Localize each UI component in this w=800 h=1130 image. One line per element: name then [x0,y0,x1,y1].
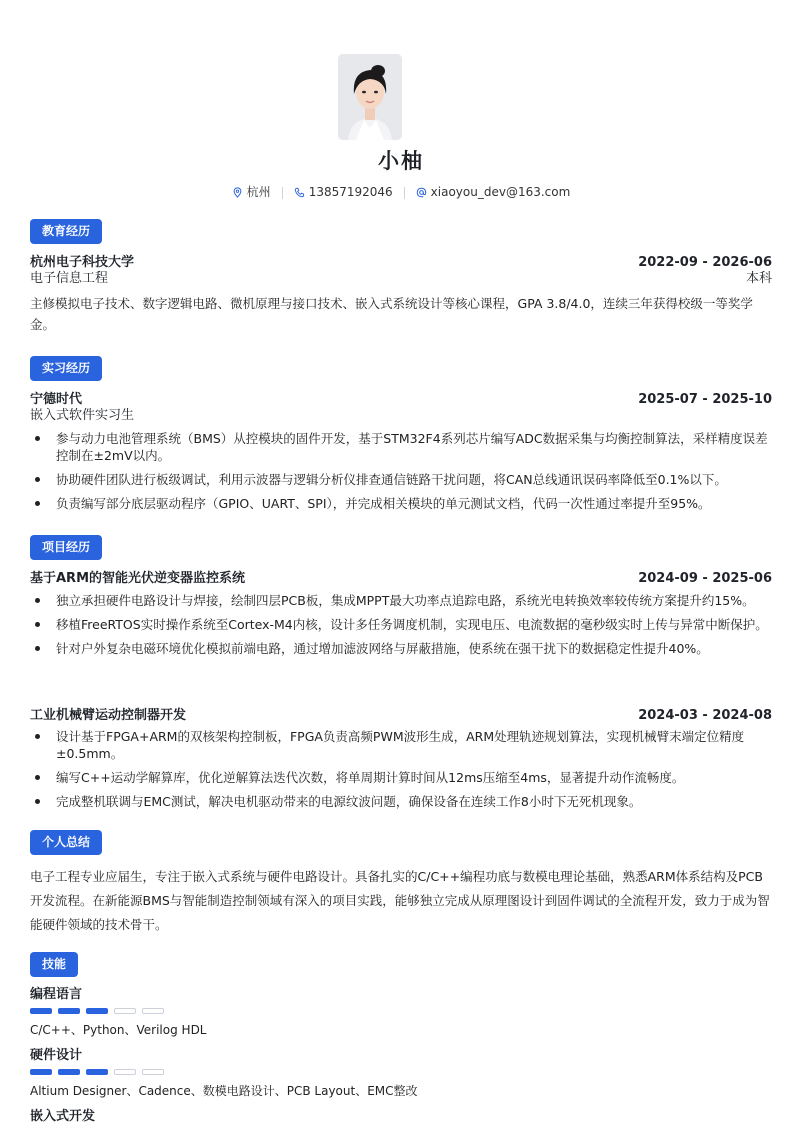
contact-email [416,183,571,201]
internship-role-row [30,407,772,425]
project-bullets-1 [30,592,772,664]
list-item: 独立承担硬件电路设计与焊接，绘制四层PCB板，集成MPPT最大功率点追踪电路，系统光电转换效率较传统方案提升约15%。 [30,592,772,609]
email-text: xiaoyou_dev@163.com [430,185,571,199]
phone-icon [294,187,305,198]
skill-bar-filled [86,1069,108,1075]
divider [404,187,405,199]
skill-bar-empty [142,1069,164,1075]
skill-description: Altium Designer、Cadence、数模电路设计、PCB Layout、EMC整改 [30,1084,418,1098]
education-description: 主修模拟电子技术、数字逻辑电路、微机原理与接口技术、嵌入式系统设计等核心课程，GPA 3.8/4.0，连续三年获得校级一等奖学金。 [30,296,753,332]
contact-city [232,183,271,201]
section-title-summary: 个人总结 [30,830,102,855]
project-bullets-2 [30,728,772,817]
project-row-1 [30,570,772,588]
list-item: 移植FreeRTOS实时操作系统至Cortex-M4内核，设计多任务调度机制，实现电压、电流数据的毫秒级实时上传与异常中断保护。 [30,616,772,633]
skill-description: C/C++、Python、Verilog HDL [30,1023,207,1037]
skill-name: 嵌入式开发 [30,1109,96,1124]
location-pin-icon [232,187,243,198]
company-name: 宁德时代 [30,392,83,407]
degree: 本科 [745,271,772,286]
skill-name: 编程语言 [30,987,83,1002]
list-item: 完成整机联调与EMC测试，解决电机驱动带来的电源纹波问题，确保设备在连续工作8小时下无死机现象。 [30,793,772,810]
city-text: 杭州 [246,185,271,199]
list-item: 设计基于FPGA+ARM的双核架构控制板，FPGA负责高频PWM波形生成，ARM处理轨迹规划算法，实现机械臂末端定位精度±0.5mm。 [30,728,772,762]
candidate-name: 小柚 [378,149,424,173]
skill-name: 硬件设计 [30,1048,83,1063]
project-name: 基于ARM的智能光伏逆变器监控系统 [30,571,246,586]
phone-text: 13857192046 [308,185,393,199]
skill-bar-empty [114,1008,136,1014]
list-item: 负责编写部分底层驱动程序（GPIO、UART、SPI），并完成相关模块的单元测试文档，代码一次性通过率提升至95%。 [30,495,772,512]
skill-bar-filled [30,1008,52,1014]
internship-role: 嵌入式软件实习生 [30,408,135,423]
contact-info [30,183,772,203]
profile-photo [338,54,402,140]
section-title-education: 教育经历 [30,219,102,244]
project-period: 2024-09 - 2025-06 [638,571,772,586]
list-item: 编写C++运动学解算库，优化逆解算法迭代次数，将单周期计算时间从12ms压缩至4ms，显著提升动作流畅度。 [30,769,772,786]
skill-bar-filled [30,1069,52,1075]
section-title-internship: 实习经历 [30,356,102,381]
list-item: 参与动力电池管理系统（BMS）从控模块的固件开发，基于STM32F4系列芯片编写ADC数据采集与均衡控制算法，采样精度误差控制在±2mV以内。 [30,430,772,464]
divider [282,187,283,199]
contact-phone [294,183,393,201]
section-title-skills: 技能 [30,952,78,977]
education-period: 2022-09 - 2026-06 [638,255,772,270]
skill-bar-empty [114,1069,136,1075]
email-at-icon [416,187,427,198]
skill-bar-filled [58,1069,80,1075]
list-item: 协助硬件团队进行板级调试，利用示波器与逻辑分析仪排查通信链路干扰问题，将CAN总线通讯误码率降低至0.1%以下。 [30,471,772,488]
major: 电子信息工程 [30,271,109,286]
internship-bullets [30,430,772,519]
summary-text: 电子工程专业应届生，专注于嵌入式系统与硬件电路设计。具备扎实的C/C++编程功底与数模电理论基础，熟悉ARM体系结构及PCB开发流程。在新能源BMS与智能制造控制领域有深入的项目实践，能够独立完成从原理图设计到固件调试的全流程开发，致力于成为智能硬件领域的技术骨干。 [30,869,770,932]
project-period: 2024-03 - 2024-08 [638,708,772,723]
project-name: 工业机械臂运动控制器开发 [30,708,187,723]
skill-bar-empty [142,1008,164,1014]
skill-level-bars [30,1008,164,1014]
education-major-row [30,270,772,288]
section-title-projects: 项目经历 [30,535,102,560]
avatar-image [338,54,402,140]
skill-bar-filled [86,1008,108,1014]
list-item: 针对户外复杂电磁环境优化模拟前端电路，通过增加滤波网络与屏蔽措施，使系统在强干扰下的数据稳定性提升40%。 [30,640,772,657]
skill-bar-filled [58,1008,80,1014]
skill-level-bars [30,1069,164,1075]
school-name: 杭州电子科技大学 [30,255,135,270]
project-row-2 [30,707,772,725]
internship-period: 2025-07 - 2025-10 [638,392,772,407]
